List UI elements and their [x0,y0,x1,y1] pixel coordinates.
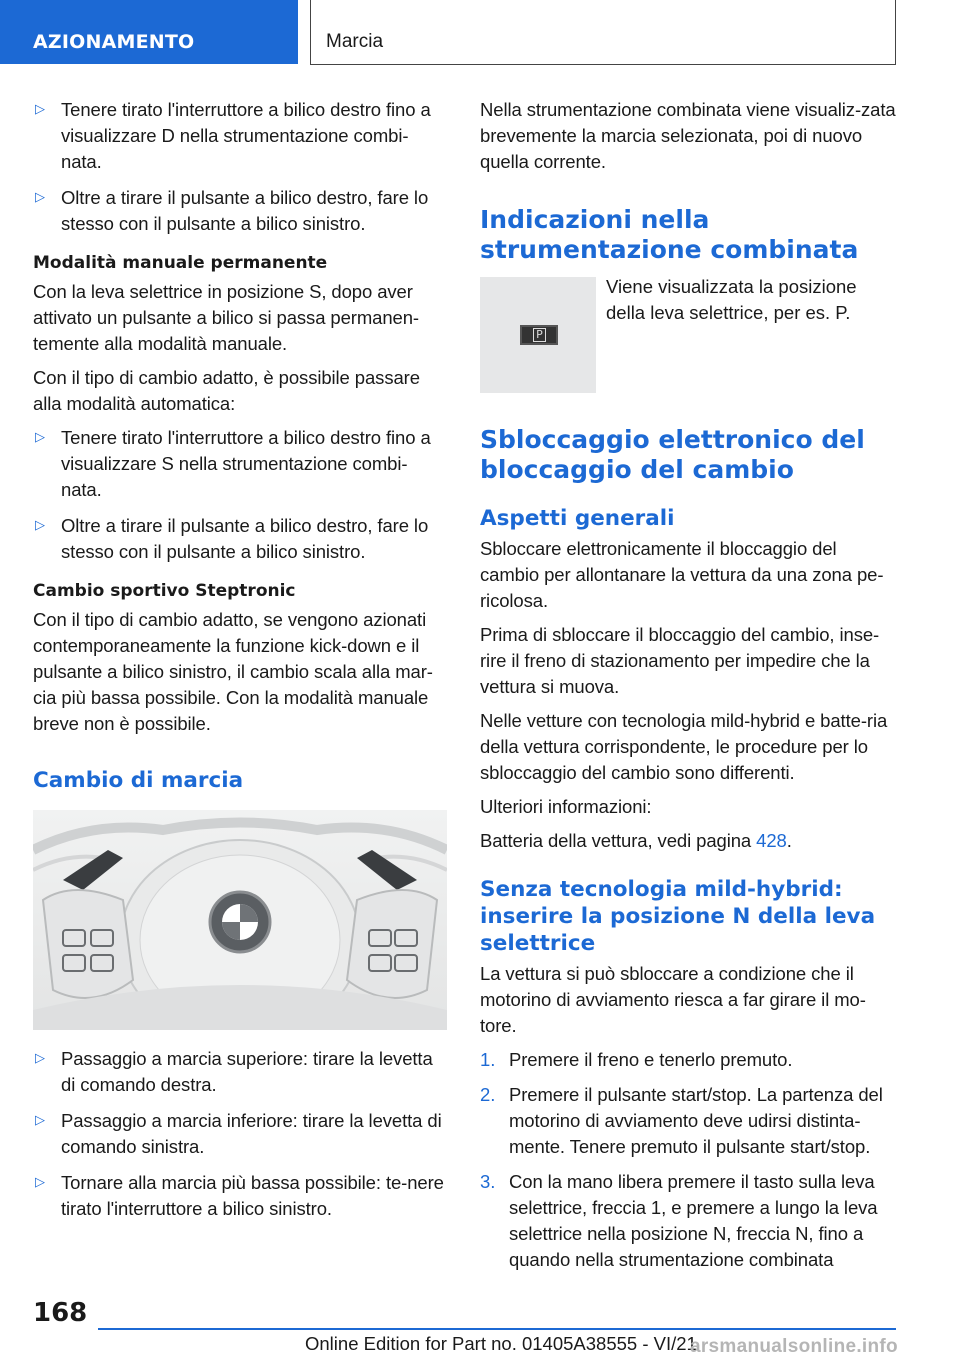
paragraph: Sbloccare elettronicamente il bloccaggio del cambio per allontanare la vettura da una zona pe-ricolosa. [480,538,884,611]
general-heading: Aspetti generali [480,506,675,531]
indicator-figure [480,277,898,393]
triangle-bullet-icon: ▷ [35,1113,45,1128]
paragraph: Prima di sbloccare il bloccaggio del cambio, inse-rire il freno di stazionamento per impedire che la vettura si muova. [480,624,880,697]
watermark: arsmanualsonline.info [690,1336,898,1357]
step-item: 3. Con la mano libera premere il tasto sulla leva selettrice, freccia 1, e premere a lungo la leva selettrice nella posizione N, freccia N, fino a quando nella strumentazione combinata [480,1171,878,1270]
footer-divider [98,1328,896,1330]
triangle-bullet-icon: ▷ [35,190,45,205]
triangle-bullet-icon: ▷ [35,1175,45,1190]
bullet-item: ▷ Tenere tirato l'interruttore a bilico destro fino a visualizzare S nella strumentazione combi-nata. [35,427,431,500]
indicator-caption: Viene visualizzata la posizione della leva selettrice, per es. P. [606,276,857,323]
steptronic-heading: Cambio sportivo Steptronic [33,581,296,601]
bullet-item: ▷ Oltre a tirare il pulsante a bilico destro, fare lo stesso con il pulsante a bilico sinistro. [35,515,429,562]
paragraph: Nella strumentazione combinata viene visualiz-zata brevemente la marcia selezionata, poi di nuovo quella corrente. [480,99,896,172]
page-number: 168 [33,1298,88,1328]
edition-text: Online Edition for Part no. 01405A38555 - VI/21 [305,1333,697,1354]
paragraph: Con il tipo di cambio adatto, se vengono azionati contemporaneamente la funzione kick-down e il pulsante a bilico sinistro, il cambio scala alla mar-cia più bassa possibile. Con la modalità manuale breve non è possibile. [33,609,433,734]
step-item: 1. Premere il freno e tenerlo premuto. [480,1049,793,1070]
paragraph: Ulteriori informazioni: [480,796,652,817]
indications-heading: Indicazioni nella strumentazione combinata [480,205,859,264]
bullet-item: ▷ Tenere tirato l'interruttore a bilico destro fino a visualizzare D nella strumentazione combi-nata. [35,99,431,172]
steering-wheel-icon [33,810,447,1030]
paragraph: Batteria della vettura, vedi pagina 428. [480,830,792,851]
triangle-bullet-icon: ▷ [35,102,45,117]
paragraph: La vettura si può sbloccare a condizione che il motorino di avviamento riesca a far girare il mo-tore. [480,963,866,1036]
bullet-item: ▷ Oltre a tirare il pulsante a bilico destro, fare lo stesso con il pulsante a bilico sinistro. [35,187,429,234]
left-column [33,97,445,1232]
gear-indicator-image [480,277,596,393]
page-link[interactable]: 428 [756,830,787,851]
steering-wheel-illustration [33,810,447,1030]
park-indicator-icon: P [520,325,558,345]
bullet-item: ▷ Tornare alla marcia più bassa possibile: te-nere tirato l'interruttore a bilico sinistro. [35,1172,444,1219]
paragraph: Con la leva selettrice in posizione S, dopo aver attivato un pulsante a bilico si passa permanen-temente alla modalità manuale. [33,281,419,354]
triangle-bullet-icon: ▷ [35,518,45,533]
triangle-bullet-icon: ▷ [35,1051,45,1066]
bullet-item: ▷ Passaggio a marcia inferiore: tirare la levetta di comando sinistra. [35,1110,442,1157]
manual-mode-heading: Modalità manuale permanente [33,253,328,273]
step-item: 2. Premere il pulsante start/stop. La partenza del motorino di avviamento deve udirsi distinta-mente. Tenere premuto il pulsante start/stop. [480,1084,883,1157]
right-column [480,97,898,1282]
gear-change-heading: Cambio di marcia [33,768,244,793]
page-title: Marcia [310,0,896,65]
bullet-item: ▷ Passaggio a marcia superiore: tirare la levetta di comando destra. [35,1048,433,1095]
paragraph: Nelle vetture con tecnologia mild-hybrid e batte-ria della vettura corrispondente, le procedure per lo sbloccaggio del cambio sono differenti. [480,710,888,783]
triangle-bullet-icon: ▷ [35,430,45,445]
no-hybrid-heading: Senza tecnologia mild-hybrid: inserire la posizione N della leva selettrice [480,877,876,956]
paragraph: Con il tipo di cambio adatto, è possibile passare alla modalità automatica: [33,367,420,414]
unlock-heading: Sbloccaggio elettronico del bloccaggio del cambio [480,425,865,484]
section-tab: AZIONAMENTO [0,0,298,64]
